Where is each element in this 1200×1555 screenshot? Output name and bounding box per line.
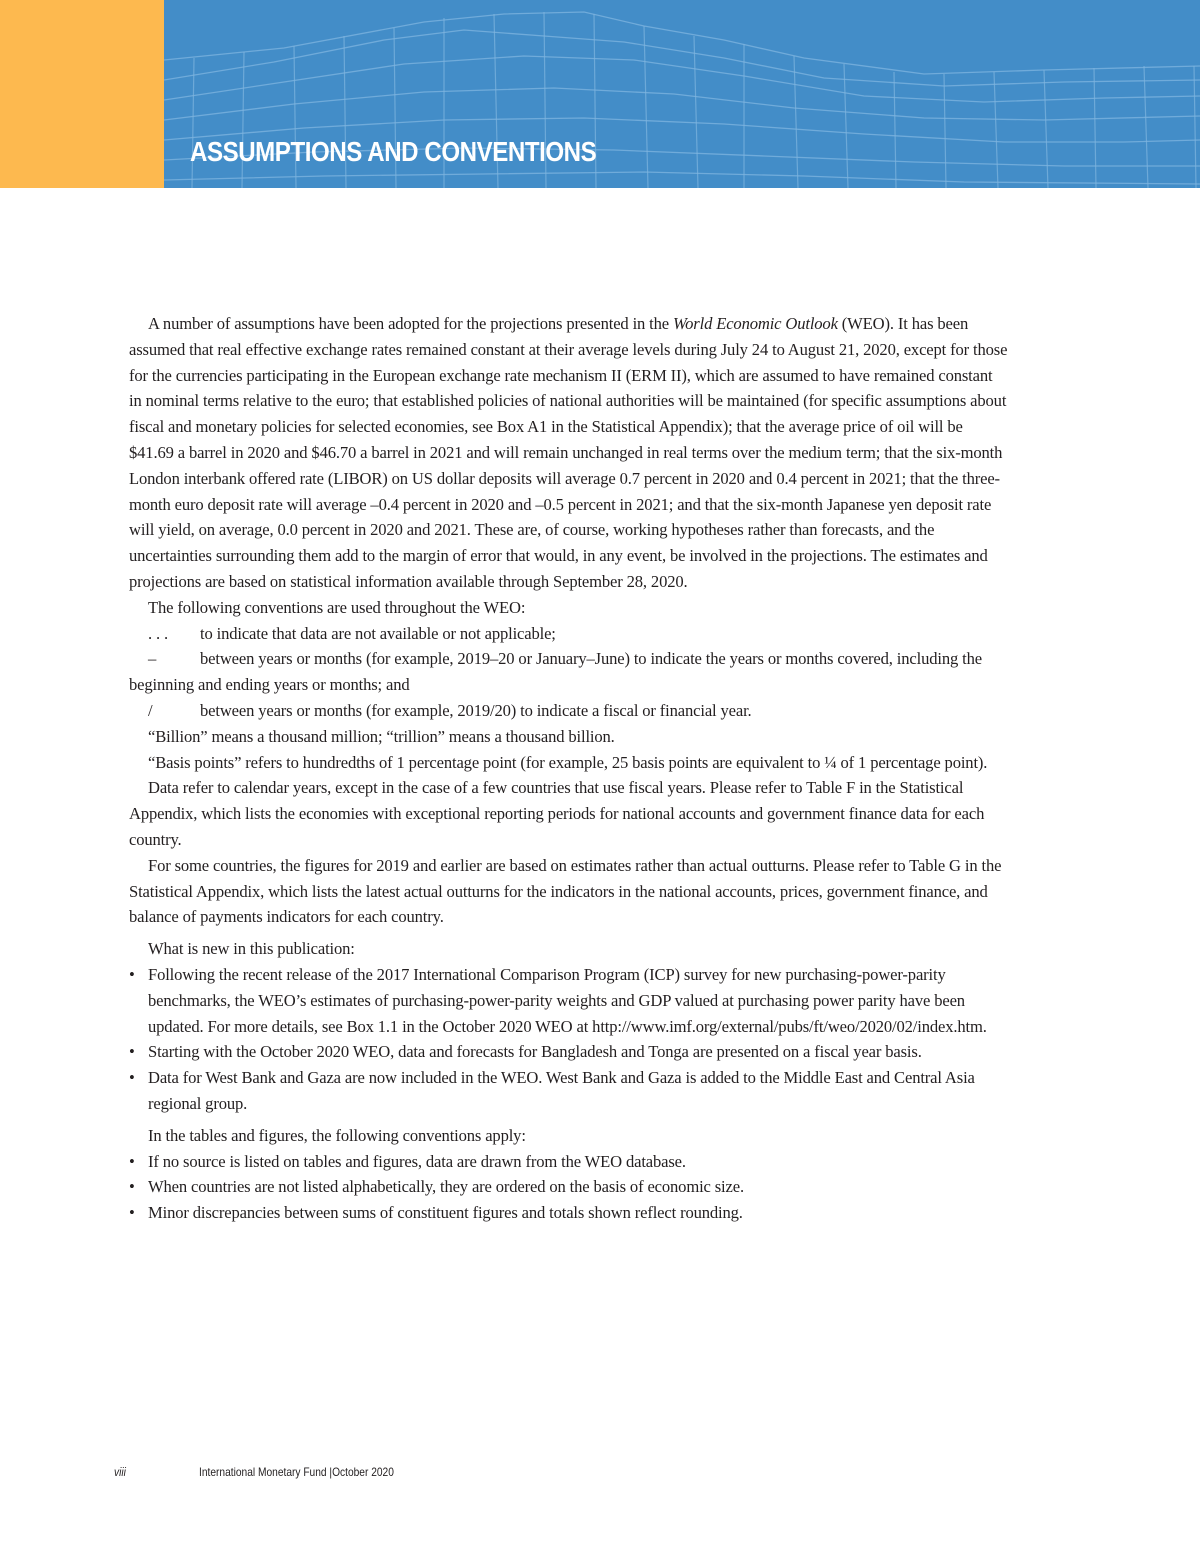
list-item-text: If no source is listed on tables and figures, data are drawn from the WEO database. xyxy=(148,1151,686,1171)
list-item-text: Data for West Bank and Gaza are now included in the WEO. West Bank and Gaza is added to the Middle East and Central Asia regional group. xyxy=(148,1068,975,1113)
list-item xyxy=(129,1065,1009,1117)
bullet-icon: • xyxy=(129,1151,135,1171)
list-item-text: Starting with the October 2020 WEO, data and forecasts for Bangladesh and Tonga are presented on a fiscal year basis. xyxy=(148,1042,922,1062)
calendar-years-paragraph: Data refer to calendar years, except in the case of a few countries that use fiscal years. Please refer to Table F in the Statistical Appendix, which lists the economies with exceptional reporting periods for national accounts and government finance data for each country. xyxy=(129,778,985,849)
billion-definition: “Billion” means a thousand million; “trillion” means a thousand billion. xyxy=(148,726,615,746)
convention-text: between years or months (for example, 2019–20 or January–June) to indicate the years or months covered, including the beginning and ending years or months; and xyxy=(129,649,982,695)
convention-text: to indicate that data are not available or not applicable; xyxy=(200,623,556,643)
tables-conventions-heading: In the tables and figures, the following conventions apply: xyxy=(148,1125,526,1145)
list-item-text: Minor discrepancies between sums of constituent figures and totals shown reflect rounding. xyxy=(148,1203,743,1223)
estimates-paragraph: For some countries, the figures for 2019 and earlier are based on estimates rather than actual outturns. Please refer to Table G in the Statistical Appendix, which lists the latest actual outturns for the indicators in the national accounts, prices, government finance, and balance of payments indicators for each country. xyxy=(129,855,1002,927)
convention-item xyxy=(129,698,1009,724)
whats-new-heading: What is new in this publication: xyxy=(148,939,355,959)
convention-text: between years or months (for example, 2019/20) to indicate a fiscal or financial year. xyxy=(200,700,752,720)
convention-symbol: – xyxy=(148,649,157,669)
bullet-icon: • xyxy=(129,1177,135,1197)
basis-points-definition: “Basis points” refers to hundredths of 1 percentage point (for example, 25 basis points are equivalent to ¼ of 1 percentage point). xyxy=(148,752,988,772)
convention-item xyxy=(129,621,1009,647)
page-number: viii xyxy=(114,1465,126,1479)
footer-date: October 2020 xyxy=(332,1465,394,1479)
page-title: ASSUMPTIONS AND CONVENTIONS xyxy=(190,136,597,167)
bullet-icon: • xyxy=(129,1203,135,1223)
document-body xyxy=(129,311,1009,1226)
convention-symbol: / xyxy=(148,700,153,720)
footer-publisher: International Monetary Fund xyxy=(199,1465,327,1479)
convention-symbol: . . . xyxy=(148,623,168,643)
footer-separator: | xyxy=(329,1465,333,1479)
bullet-icon: • xyxy=(129,1042,135,1062)
list-item-text: Following the recent release of the 2017 International Comparison Program (ICP) survey for new purchasing-power-parity benchmarks, the WEO’s estimates of purchasing-power-parity weights and GDP valued at purchasing power parity have been updated. For more details, see Box 1.1 in the October 2020 WEO at http://www.imf.org/external/pubs/ft/weo/2020/02/index.htm. xyxy=(148,964,987,1036)
list-item xyxy=(129,1174,1009,1200)
banner-orange-block xyxy=(0,0,164,188)
list-item xyxy=(129,962,1009,1039)
bullet-icon: • xyxy=(129,964,135,984)
intro-text-post: (WEO). It has been assumed that real effective exchange rates remained constant at their average levels during July 24 to August 21, 2020, except for those for the currencies participating in the European exchange rate mechanism II (ERM II), which are assumed to have remained constant in nominal terms relative to the euro; that established policies of national authorities will be maintained (for specific assumptions about fiscal and monetary policies for selected economies, see Box A1 in the Statistical Appendix); that the average price of oil will be $41.69 a barrel in 2020 and $46.70 a barrel in 2021 and will remain unchanged in real terms over the medium term; that the six-month London interbank offered rate (LIBOR) on US dollar deposits will average 0.7 percent in 2020 and 0.4 percent in 2021; that the three-month euro deposit rate will average –0.4 percent in 2020 and –0.5 percent in 2021; and that the six-month Japanese yen deposit rate will yield, on average, 0.0 percent in 2020 and 2021. These are, of course, working hypotheses rather than forecasts, and the uncertainties surrounding them add to the margin of error that would, in any event, be involved in the projections. The estimates and projections are based on statistical information available through September 28, 2020. xyxy=(129,314,1008,591)
page-footer xyxy=(114,1465,394,1479)
list-item-text: When countries are not listed alphabetically, they are ordered on the basis of economic size. xyxy=(148,1177,744,1197)
intro-paragraph xyxy=(129,311,1009,595)
header-banner xyxy=(0,0,1200,188)
bullet-icon: • xyxy=(129,1068,135,1088)
intro-text-pre: A number of assumptions have been adopted for the projections presented in the xyxy=(148,314,674,333)
list-item xyxy=(129,1200,1009,1226)
publication-title-italic: World Economic Outlook xyxy=(673,314,838,333)
tables-conventions-list xyxy=(129,1149,1009,1226)
conventions-intro: The following conventions are used throughout the WEO: xyxy=(148,597,526,617)
convention-item xyxy=(129,646,1009,698)
list-item xyxy=(129,1149,1009,1175)
list-item xyxy=(129,1039,1009,1065)
whats-new-list xyxy=(129,962,1009,1117)
